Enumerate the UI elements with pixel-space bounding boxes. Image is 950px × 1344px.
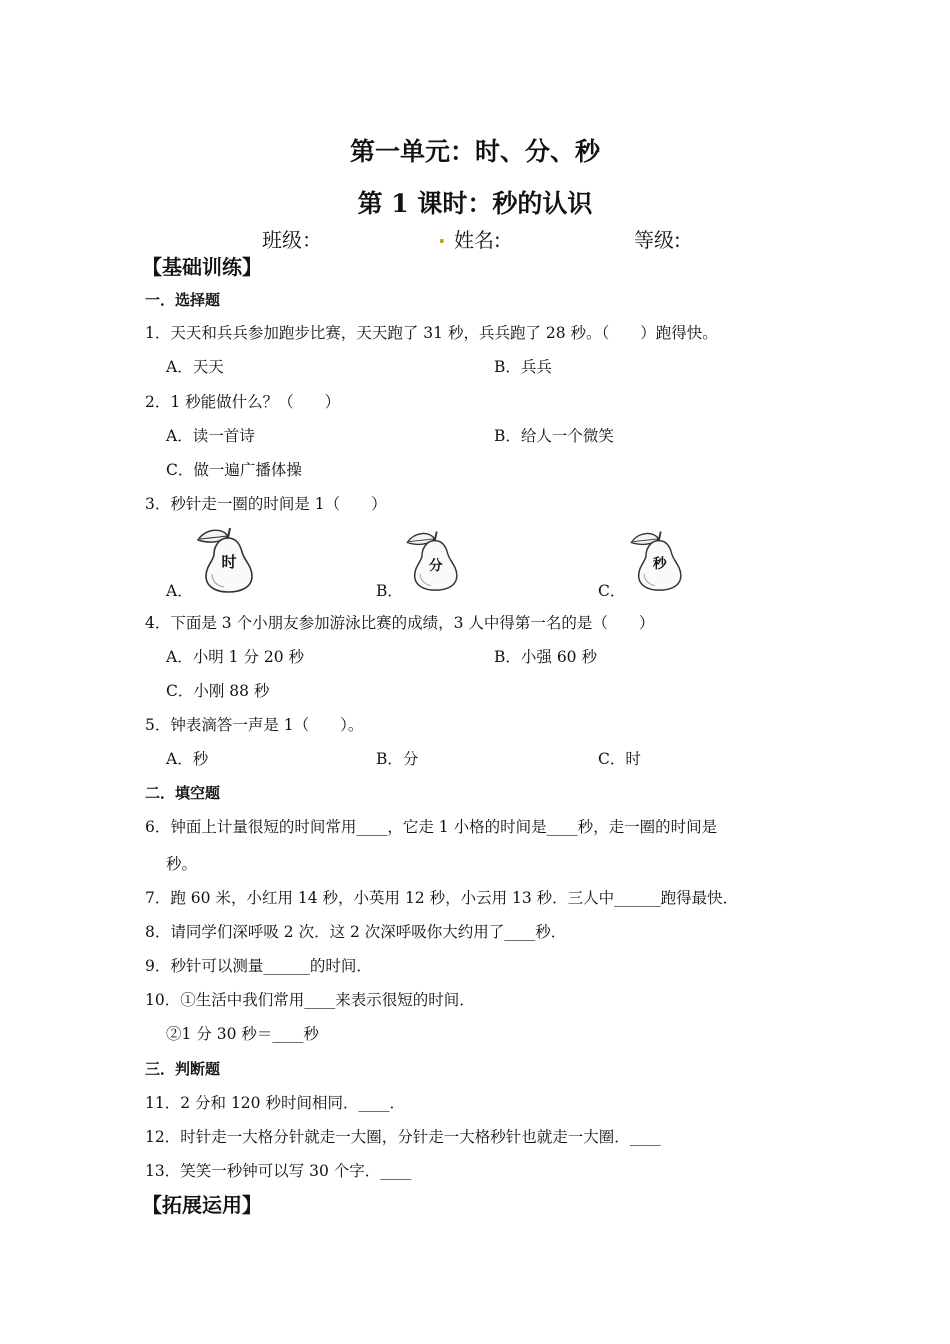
question-13: 13．笑笑一秒钟可以写 30 个字．____ [145,1162,412,1180]
q1-option-b: B．兵兵 [494,358,552,376]
grade-label: 等级: [634,228,681,252]
q4-option-a: A．小明 1 分 20 秒 [166,648,304,666]
question-4: 4．下面是 3 个小朋友参加游泳比赛的成绩，3 人中得第一名的是（ ） [145,614,655,632]
q2-option-a: A．读一首诗 [166,427,255,445]
dot-mark: . [438,224,446,248]
part-heading-choice: 一．选择题 [145,291,221,309]
q5-option-b: B．分 [376,750,419,768]
question-8: 8．请同学们深呼吸 2 次．这 2 次深呼吸你大约用了____秒． [145,923,567,941]
q3-option-c: C． [598,582,626,600]
pear-hour-icon [190,522,262,594]
question-10: 10．①生活中我们常用____来表示很短的时间． [145,991,475,1009]
question-1: 1．天天和兵兵参加跑步比赛，天天跑了 31 秒，兵兵跑了 28 秒。（ ）跑得快。 [145,324,718,342]
q5-option-a: A．秒 [166,750,209,768]
pear-b-label: 分 [428,558,443,574]
q2-option-c: C．做一遍广播体操 [166,461,302,479]
page-title: 第一单元：时、分、秒 [349,137,600,166]
pear-a-label: 时 [221,553,237,571]
q1-option-a: A．天天 [166,358,224,376]
name-label: 姓名: [454,228,501,252]
q5-option-c: C．时 [598,750,641,768]
question-5: 5．钟表滴答一声是 1（ ）。 [145,716,364,734]
question-6: 6．钟面上计量很短的时间常用____，它走 1 小格的时间是____秒，走一圈的时间是 [145,818,718,836]
q2-option-b: B．给人一个微笑 [494,427,614,445]
class-label: 班级： [262,228,322,252]
q3-option-a: A． [166,582,193,600]
question-10-part2: ②1 分 30 秒＝____秒 [166,1025,319,1043]
part-heading-true-false: 三．判断题 [145,1060,221,1078]
pear-c-label: 秒 [652,556,667,573]
question-11: 11．2 分和 120 秒时间相同．____． [145,1094,405,1112]
question-12: 12．时针走一大格分针就走一大圈，分针走一大格秒针也就走一大圈．____ [145,1128,661,1146]
pear-second-icon [624,526,690,592]
lesson-subtitle: 第 1 课时：秒的认识 [357,189,593,218]
q4-option-c: C．小刚 88 秒 [166,682,270,700]
q3-option-b: B． [376,582,403,600]
question-2: 2．1 秒能做什么？（ ） [145,393,341,411]
question-7: 7．跑 60 米，小红用 14 秒，小英用 12 秒，小云用 13 秒．三人中______跑得最快． [145,889,739,907]
section-basic-training: 【基础训练】 [142,255,262,279]
part-heading-fill-blank: 二．填空题 [145,784,221,802]
q4-option-b: B．小强 60 秒 [494,648,597,666]
pear-minute-icon [400,526,466,592]
question-9: 9．秒针可以测量______的时间． [145,957,372,975]
question-6-cont: 秒。 [166,855,198,873]
question-3: 3．秒针走一圈的时间是 1（ ） [145,495,387,513]
section-extension: 【拓展运用】 [142,1193,262,1217]
